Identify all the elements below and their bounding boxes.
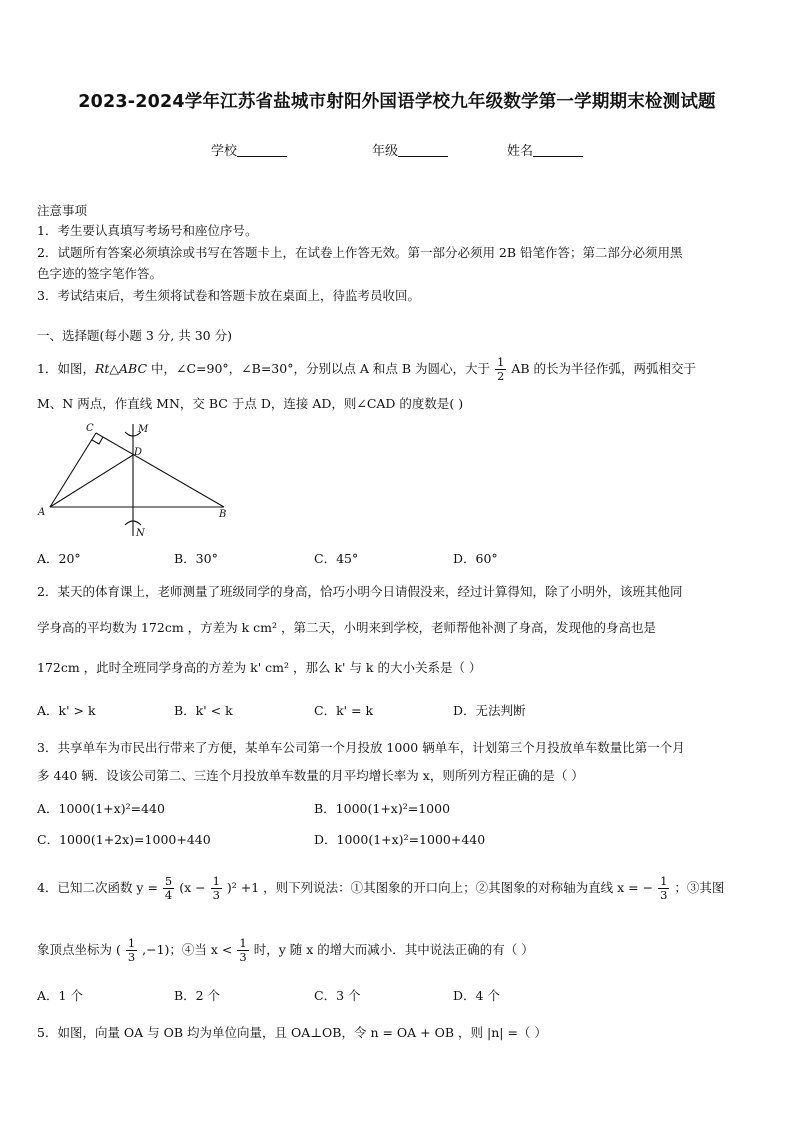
q5-line1: 5．如图，向量 OA 与 OB 均为单位向量，且 OA⊥OB，令 n = OA + OB ，则 |n| =（ ） (37, 1025, 547, 1040)
q1-triangle-figure (34, 420, 244, 545)
q2-line1: 2．某天的体育课上，老师测量了班级同学的身高，恰巧小明今日请假没来，经过计算得知，除了小明外，该班其他同 (37, 584, 683, 599)
q2-line2: 学身高的平均数为 172cm ，方差为 k cm² ，第二天，小明来到学校，老师帮他补测了身高，发现他的身高也是 (37, 620, 657, 635)
q1-option-b[interactable]: B．30° (174, 551, 218, 566)
q2-option-b[interactable]: B．k' < k (174, 703, 233, 718)
q4-line1: 4．已知二次函数 y = $\frac{5}{4}$ (x − $\frac{1}{3}$ )² +1 ，则下列说法：①其图象的开口向上；②其图象的对称轴为直线 x = − $\frac{1}{3}$ ；③其图 (37, 874, 725, 902)
section-heading: 一、选择题(每小题 3 分, 共 30 分) (37, 328, 232, 343)
fraction-1-3d: $\frac{1}{3}$ (239, 936, 247, 964)
side-cb (96, 433, 224, 507)
note-2-cont: 色字迹的签字笔作答。 (37, 266, 163, 281)
q2-option-a[interactable]: A．k' > k (37, 703, 96, 718)
label-c: C (86, 423, 94, 434)
q4-option-c[interactable]: C．3 个 (314, 988, 361, 1003)
side-ac (50, 433, 96, 507)
label-a: A (38, 507, 46, 518)
fraction-5-4: $\frac{5}{4}$ (164, 874, 173, 902)
note-3: 3．考试结束后，考生须将试卷和答题卡放在桌面上，待监考员收回。 (37, 288, 420, 303)
fraction-1-3a: $\frac{1}{3}$ (212, 874, 220, 902)
segment-ad (50, 455, 133, 507)
q3-option-a[interactable]: A．1000(1+x)²=440 (37, 801, 165, 816)
name-label: 姓名 (507, 144, 534, 159)
label-d: D (134, 447, 143, 458)
fraction-half: $\frac{1}{2}$ (497, 355, 505, 383)
note-1: 1．考生要认真填写考场号和座位序号。 (37, 223, 258, 238)
grade-label: 年级 (372, 144, 399, 159)
q1-option-a[interactable]: A．20° (37, 551, 81, 566)
q4-option-d[interactable]: D．4 个 (453, 988, 500, 1003)
q1-line2: M、N 两点，作直线 MN，交 BC 于点 D，连接 AD，则∠CAD 的度数是( ) (37, 396, 464, 411)
q4-line2: 象顶点坐标为 ( $\frac{1}{3}$ ,−1)；④当 x < $\frac{1}{3}$ 时，y 随 x 的增大而减小．其中说法正确的有（ ） (37, 936, 534, 964)
q3-option-b[interactable]: B．1000(1+x)²=1000 (314, 801, 451, 816)
notes-heading: 注意事项 (37, 203, 88, 218)
right-angle-mark (92, 437, 103, 444)
q3-option-c[interactable]: C．1000(1+2x)=1000+440 (37, 832, 211, 847)
grade-field[interactable] (372, 140, 448, 159)
q3-option-d[interactable]: D．1000(1+x)²=1000+440 (314, 832, 486, 847)
note-2: 2．试题所有答案必须填涂或书写在答题卡上，在试卷上作答无效。第一部分必须用 2B 铅笔作答；第二部分必须用黑 (37, 245, 683, 260)
q3-line2: 多 440 辆．设该公司第二、三连个月投放单车数量的月平均增长率为 x，则所列方程正确的是（ ） (37, 768, 584, 783)
label-m: M (138, 424, 149, 435)
label-b: B (219, 509, 227, 520)
q1-option-c[interactable]: C．45° (314, 551, 359, 566)
school-field[interactable] (211, 140, 287, 159)
q2-option-d[interactable]: D．无法判断 (453, 703, 526, 718)
q1-option-d[interactable]: D．60° (453, 551, 498, 566)
q4-option-a[interactable]: A．1 个 (37, 988, 83, 1003)
q2-line3: 172cm ，此时全班同学身高的方差为 k' cm² ，那么 k' 与 k 的大小关系是（ ） (37, 660, 482, 675)
fraction-1-3c: $\frac{1}{3}$ (127, 936, 136, 964)
name-field[interactable] (507, 140, 583, 159)
q2-option-c[interactable]: C．k' = k (314, 703, 374, 718)
q3-line1: 3．共享单车为市民出行带来了方便，某单车公司第一个月投放 1000 辆单车，计划第三个月投放单车数量比第一个月 (37, 740, 685, 755)
label-n: N (136, 528, 145, 539)
fraction-1-3b: $\frac{1}{3}$ (660, 874, 668, 902)
q1-line1: 1．如图，Rt△ABC 中，∠C=90°，∠B=30°，分别以点 A 和点 B 为圆心，大于 $\frac{1}{2}$ AB 的长为半径作弧，两弧相交于 (37, 355, 697, 383)
paper-title: 2023-2024学年江苏省盐城市射阳外国语学校九年级数学第一学期期末检测试题 (78, 92, 716, 112)
q4-option-b[interactable]: B．2 个 (174, 988, 221, 1003)
school-label: 学校 (211, 144, 238, 159)
